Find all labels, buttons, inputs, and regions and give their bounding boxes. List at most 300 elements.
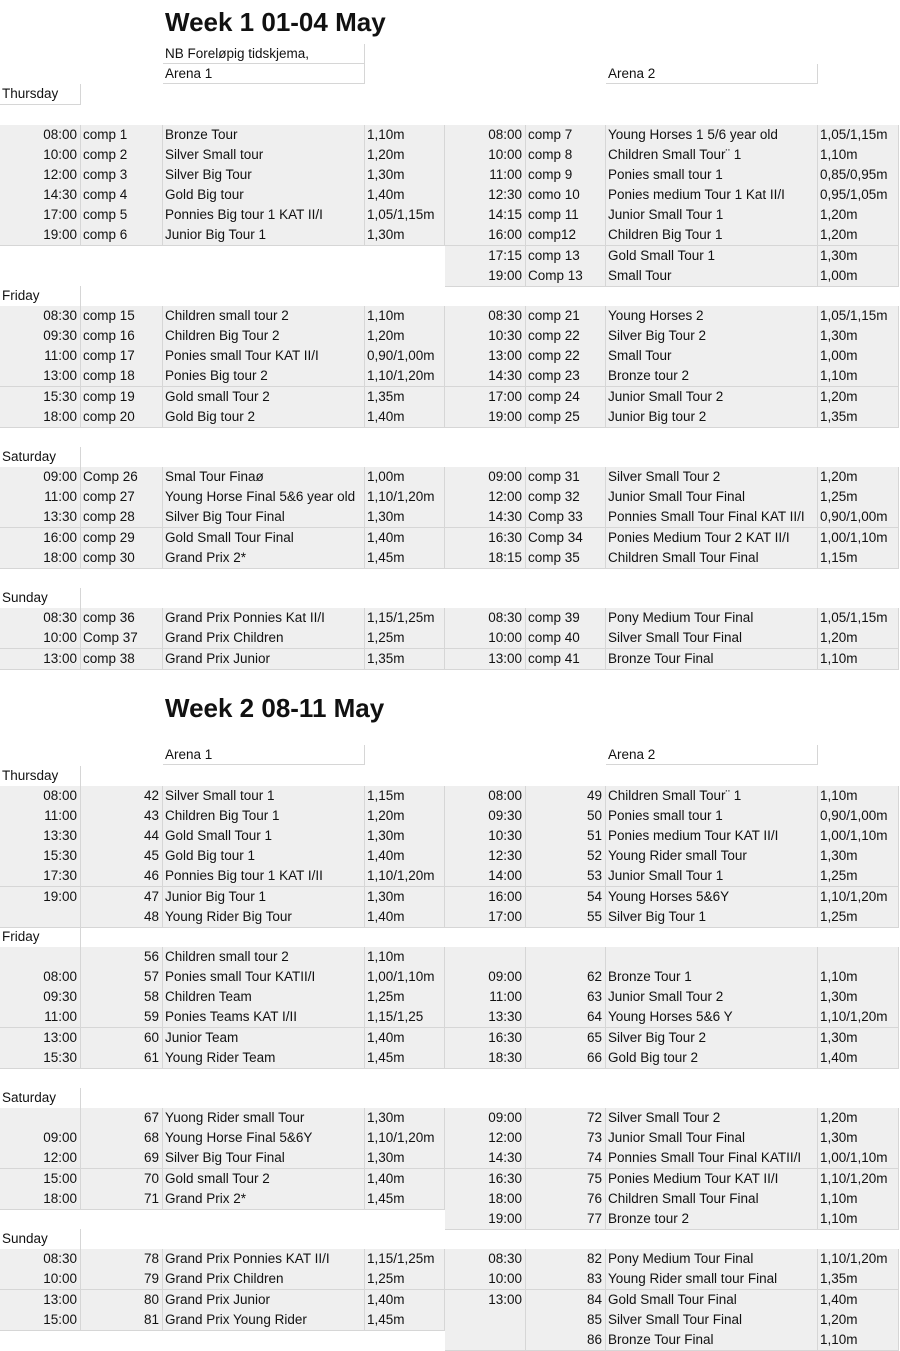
arena2-comp-cell: comp12 — [526, 225, 606, 246]
arena1-comp-cell: 47 — [81, 887, 163, 908]
arena2-comp-cell: 54 — [526, 887, 606, 908]
arena1-event-cell: Grand Prix Ponnies KAT II/I — [163, 1249, 365, 1270]
arena2-time-cell: 13:00 — [445, 649, 526, 670]
arena2-height-cell: 1,25m — [818, 487, 899, 508]
arena2-height-cell: 1,05/1,15m — [818, 125, 899, 146]
arena2-comp-cell: 62 — [526, 967, 606, 988]
arena2-event-cell: Children Small Tour Final — [606, 548, 818, 569]
arena2-comp-cell: comp 40 — [526, 628, 606, 649]
arena2-comp-cell: Comp 13 — [526, 266, 606, 287]
arena1-height-cell: 1,10/1,20m — [365, 1128, 445, 1149]
arena1-time-cell — [0, 947, 81, 968]
arena2-event-cell: Silver Small Tour 2 — [606, 467, 818, 488]
arena2-time-cell: 17:00 — [445, 907, 526, 928]
arena1-comp-cell: 70 — [81, 1169, 163, 1190]
arena1-time-cell: 13:00 — [0, 649, 81, 670]
arena2-event-cell: Ponies medium Tour 1 Kat II/I — [606, 185, 818, 206]
arena1-time-cell: 09:00 — [0, 1128, 81, 1149]
arena1-height-cell: 1,20m — [365, 806, 445, 827]
arena1-event-cell: Children Big Tour 1 — [163, 806, 365, 827]
arena1-comp-cell: 69 — [81, 1148, 163, 1169]
week1-arena2-label: Arena 2 — [606, 64, 818, 84]
arena2-event-cell: Silver Small Tour Final — [606, 628, 818, 649]
arena2-comp-cell: 55 — [526, 907, 606, 928]
arena2-height-cell: 1,15m — [818, 548, 899, 569]
arena2-event-cell — [606, 947, 818, 968]
day-label: Sunday — [0, 1229, 81, 1250]
arena2-height-cell: 1,30m — [818, 1128, 899, 1149]
arena2-comp-cell: comp 32 — [526, 487, 606, 508]
arena2-event-cell: Pony Medium Tour Final — [606, 608, 818, 629]
arena2-height-cell: 1,10/1,20m — [818, 1249, 899, 1270]
arena2-event-cell: Young Rider small tour Final — [606, 1269, 818, 1290]
arena1-comp-cell: 57 — [81, 967, 163, 988]
arena2-event-cell: Young Horses 1 5/6 year old — [606, 125, 818, 146]
week2-arena1-label: Arena 1 — [163, 745, 365, 765]
arena2-time-cell: 14:30 — [445, 1148, 526, 1169]
arena2-event-cell: Young Horses 5&6Y — [606, 887, 818, 908]
arena1-height-cell: 0,90/1,00m — [365, 346, 445, 367]
arena2-height-cell: 1,00/1,10m — [818, 826, 899, 847]
day-label: Saturday — [0, 447, 81, 468]
arena1-height-cell: 1,40m — [365, 407, 445, 428]
arena1-comp-cell: comp 20 — [81, 407, 163, 428]
arena1-height-cell: 1,30m — [365, 826, 445, 847]
arena2-time-cell — [445, 947, 526, 968]
arena1-height-cell: 1,25m — [365, 987, 445, 1008]
arena1-time-cell: 18:00 — [0, 548, 81, 569]
arena1-comp-cell: comp 5 — [81, 205, 163, 226]
arena2-comp-cell: comp 31 — [526, 467, 606, 488]
arena2-comp-cell: 82 — [526, 1249, 606, 1270]
arena1-time-cell: 15:00 — [0, 1310, 81, 1331]
arena2-comp-cell: 84 — [526, 1290, 606, 1311]
arena2-time-cell: 08:30 — [445, 1249, 526, 1270]
arena1-comp-cell: Comp 37 — [81, 628, 163, 649]
arena2-height-cell: 1,10m — [818, 145, 899, 166]
arena1-height-cell: 1,10/1,20m — [365, 366, 445, 387]
arena2-height-cell: 1,00m — [818, 346, 899, 367]
arena1-time-cell: 18:00 — [0, 407, 81, 428]
arena2-event-cell: Pony Medium Tour Final — [606, 1249, 818, 1270]
arena2-height-cell: 1,10m — [818, 1189, 899, 1210]
arena1-event-cell: Junior Big Tour 1 — [163, 887, 365, 908]
arena2-event-cell: Ponies medium Tour KAT II/I — [606, 826, 818, 847]
arena2-event-cell: Ponnies Small Tour Final KAT II/I — [606, 507, 818, 528]
arena2-time-cell: 12:00 — [445, 487, 526, 508]
arena1-comp-cell: Comp 26 — [81, 467, 163, 488]
week1-arena1-label: Arena 1 — [163, 64, 365, 84]
arena2-height-cell: 1,10m — [818, 967, 899, 988]
arena1-event-cell: Silver Big Tour — [163, 165, 365, 186]
arena1-comp-cell: 67 — [81, 1108, 163, 1129]
arena2-comp-cell: comp 7 — [526, 125, 606, 146]
arena2-height-cell: 1,00/1,10m — [818, 1148, 899, 1169]
arena1-event-cell: Bronze Tour — [163, 125, 365, 146]
arena2-height-cell: 1,35m — [818, 1269, 899, 1290]
arena2-comp-cell: 76 — [526, 1189, 606, 1210]
arena1-height-cell: 1,20m — [365, 145, 445, 166]
arena2-time-cell: 17:00 — [445, 387, 526, 408]
arena2-time-cell — [445, 1310, 526, 1331]
arena2-time-cell: 10:00 — [445, 1269, 526, 1290]
arena1-event-cell: Grand Prix 2* — [163, 1189, 365, 1210]
arena2-time-cell: 08:30 — [445, 608, 526, 629]
week2-title: Week 2 08-11 May — [165, 693, 385, 723]
arena2-comp-cell: 72 — [526, 1108, 606, 1129]
arena1-comp-cell: 78 — [81, 1249, 163, 1270]
arena2-comp-cell: 49 — [526, 786, 606, 807]
arena1-height-cell: 1,10/1,20m — [365, 487, 445, 508]
arena2-event-cell: Junior Big tour 2 — [606, 407, 818, 428]
arena1-height-cell: 1,10m — [365, 306, 445, 327]
arena2-time-cell: 09:30 — [445, 806, 526, 827]
arena2-height-cell: 1,35m — [818, 407, 899, 428]
arena2-comp-cell: 65 — [526, 1028, 606, 1049]
arena2-time-cell: 09:00 — [445, 467, 526, 488]
arena1-time-cell: 16:00 — [0, 528, 81, 549]
arena1-comp-cell: 60 — [81, 1028, 163, 1049]
arena1-comp-cell: 58 — [81, 987, 163, 1008]
arena2-time-cell: 18:00 — [445, 1189, 526, 1210]
arena2-height-cell: 1,30m — [818, 246, 899, 267]
arena2-event-cell: Ponies Medium Tour KAT II/I — [606, 1169, 818, 1190]
arena2-time-cell: 19:00 — [445, 266, 526, 287]
arena2-height-cell: 0,85/0,95m — [818, 165, 899, 186]
arena1-comp-cell: 81 — [81, 1310, 163, 1331]
arena1-height-cell: 1,40m — [365, 1169, 445, 1190]
arena1-height-cell: 1,30m — [365, 507, 445, 528]
day-label: Thursday — [0, 84, 81, 105]
arena1-time-cell: 15:30 — [0, 846, 81, 867]
arena2-height-cell: 1,10m — [818, 786, 899, 807]
arena2-comp-cell: 73 — [526, 1128, 606, 1149]
arena1-comp-cell: comp 3 — [81, 165, 163, 186]
arena2-time-cell: 16:30 — [445, 1169, 526, 1190]
arena1-height-cell: 1,45m — [365, 1310, 445, 1331]
arena1-time-cell: 15:00 — [0, 1169, 81, 1190]
arena1-time-cell: 08:00 — [0, 125, 81, 146]
arena2-comp-cell: 77 — [526, 1209, 606, 1230]
arena2-comp-cell: comp 22 — [526, 326, 606, 347]
arena1-height-cell: 1,40m — [365, 1290, 445, 1311]
arena1-event-cell: Young Rider Big Tour — [163, 907, 365, 928]
arena2-comp-cell: Comp 33 — [526, 507, 606, 528]
arena1-height-cell: 1,30m — [365, 887, 445, 908]
arena1-height-cell: 1,40m — [365, 528, 445, 549]
arena1-event-cell: Silver Small tour — [163, 145, 365, 166]
arena2-comp-cell: comp 9 — [526, 165, 606, 186]
arena1-time-cell: 13:30 — [0, 507, 81, 528]
arena2-event-cell: Gold Small Tour Final — [606, 1290, 818, 1311]
arena1-height-cell: 1,30m — [365, 1108, 445, 1129]
arena1-event-cell: Silver Big Tour Final — [163, 507, 365, 528]
arena2-comp-cell: 85 — [526, 1310, 606, 1331]
arena2-height-cell: 1,30m — [818, 846, 899, 867]
arena1-comp-cell: 43 — [81, 806, 163, 827]
arena1-time-cell: 15:30 — [0, 1048, 81, 1069]
arena1-height-cell: 1,20m — [365, 326, 445, 347]
arena2-comp-cell: 83 — [526, 1269, 606, 1290]
arena1-time-cell: 09:00 — [0, 467, 81, 488]
arena1-height-cell: 1,40m — [365, 1028, 445, 1049]
arena2-comp-cell: 75 — [526, 1169, 606, 1190]
arena2-event-cell: Young Horses 2 — [606, 306, 818, 327]
arena2-height-cell: 1,10m — [818, 1209, 899, 1230]
arena1-height-cell: 1,25m — [365, 1269, 445, 1290]
arena1-event-cell: Gold Big tour 2 — [163, 407, 365, 428]
arena1-time-cell: 11:00 — [0, 1007, 81, 1028]
arena2-height-cell: 1,10/1,20m — [818, 1169, 899, 1190]
arena1-time-cell: 09:30 — [0, 326, 81, 347]
arena1-event-cell: Ponies Big tour 2 — [163, 366, 365, 387]
arena1-time-cell: 19:00 — [0, 225, 81, 246]
arena2-time-cell: 10:30 — [445, 826, 526, 847]
arena1-event-cell: Ponies Teams KAT I/II — [163, 1007, 365, 1028]
arena2-time-cell: 09:00 — [445, 967, 526, 988]
arena1-event-cell: Gold Small Tour 1 — [163, 826, 365, 847]
arena2-height-cell: 1,25m — [818, 866, 899, 887]
arena2-event-cell: Silver Small Tour 2 — [606, 1108, 818, 1129]
day-label: Sunday — [0, 588, 81, 609]
arena2-time-cell: 11:00 — [445, 165, 526, 186]
arena2-event-cell: Small Tour — [606, 266, 818, 287]
arena1-comp-cell: comp 2 — [81, 145, 163, 166]
arena1-time-cell: 08:30 — [0, 1249, 81, 1270]
arena2-comp-cell: comp 22 — [526, 346, 606, 367]
arena2-comp-cell: Comp 34 — [526, 528, 606, 549]
arena1-comp-cell: comp 4 — [81, 185, 163, 206]
arena1-time-cell: 10:00 — [0, 145, 81, 166]
arena2-event-cell: Ponies small tour 1 — [606, 806, 818, 827]
arena2-time-cell: 10:00 — [445, 628, 526, 649]
arena2-comp-cell: 74 — [526, 1148, 606, 1169]
arena2-time-cell: 14:30 — [445, 366, 526, 387]
arena1-time-cell: 17:30 — [0, 866, 81, 887]
arena1-height-cell: 1,15/1,25 — [365, 1007, 445, 1028]
arena1-event-cell: Gold Small Tour Final — [163, 528, 365, 549]
week1-note: NB Foreløpig tidskjema, — [163, 44, 365, 64]
arena2-time-cell: 19:00 — [445, 407, 526, 428]
arena2-event-cell: Children Small Tour¨ 1 — [606, 786, 818, 807]
arena2-time-cell — [445, 1330, 526, 1351]
week1-title: Week 1 01-04 May — [165, 7, 386, 37]
arena1-time-cell: 08:00 — [0, 967, 81, 988]
arena2-height-cell: 0,90/1,00m — [818, 507, 899, 528]
arena2-event-cell: Junior Small Tour 2 — [606, 387, 818, 408]
arena2-height-cell: 1,30m — [818, 1028, 899, 1049]
arena1-comp-cell: 44 — [81, 826, 163, 847]
arena2-height-cell: 1,10m — [818, 366, 899, 387]
arena2-time-cell: 16:30 — [445, 1028, 526, 1049]
arena2-comp-cell: comp 35 — [526, 548, 606, 569]
arena1-time-cell: 17:00 — [0, 205, 81, 226]
arena2-comp-cell: comp 13 — [526, 246, 606, 267]
arena1-comp-cell: 59 — [81, 1007, 163, 1028]
arena2-comp-cell: 86 — [526, 1330, 606, 1351]
arena1-event-cell: Junior Big Tour 1 — [163, 225, 365, 246]
arena2-height-cell: 1,05/1,15m — [818, 306, 899, 327]
arena1-event-cell: Ponnies Big tour 1 KAT II/I — [163, 205, 365, 226]
arena2-height-cell: 1,00m — [818, 266, 899, 287]
arena1-time-cell: 18:00 — [0, 1189, 81, 1210]
arena1-time-cell: 10:00 — [0, 628, 81, 649]
arena2-event-cell: Small Tour — [606, 346, 818, 367]
arena1-comp-cell: 61 — [81, 1048, 163, 1069]
arena2-event-cell: Bronze tour 2 — [606, 1209, 818, 1230]
arena1-time-cell: 12:00 — [0, 1148, 81, 1169]
arena2-time-cell: 14:00 — [445, 866, 526, 887]
arena2-height-cell: 1,20m — [818, 387, 899, 408]
arena1-comp-cell: 79 — [81, 1269, 163, 1290]
arena2-height-cell — [818, 947, 899, 968]
arena2-comp-cell: comp 11 — [526, 205, 606, 226]
arena2-time-cell: 10:00 — [445, 145, 526, 166]
arena2-time-cell: 17:15 — [445, 246, 526, 267]
arena1-event-cell: Gold small Tour 2 — [163, 1169, 365, 1190]
arena2-event-cell: Ponnies Small Tour Final KATII/I — [606, 1148, 818, 1169]
arena1-comp-cell: 42 — [81, 786, 163, 807]
arena2-comp-cell: 50 — [526, 806, 606, 827]
arena2-comp-cell: 53 — [526, 866, 606, 887]
arena1-height-cell: 1,30m — [365, 225, 445, 246]
arena1-event-cell: Grand Prix Children — [163, 628, 365, 649]
arena1-time-cell: 13:00 — [0, 1028, 81, 1049]
arena2-comp-cell: como 10 — [526, 185, 606, 206]
arena2-height-cell: 1,00/1,10m — [818, 528, 899, 549]
arena1-time-cell: 14:30 — [0, 185, 81, 206]
arena2-time-cell: 11:00 — [445, 987, 526, 1008]
arena2-event-cell: Ponies small tour 1 — [606, 165, 818, 186]
arena1-time-cell: 09:30 — [0, 987, 81, 1008]
arena2-time-cell: 18:15 — [445, 548, 526, 569]
arena2-event-cell: Children Small Tour Final — [606, 1189, 818, 1210]
arena2-time-cell: 09:00 — [445, 1108, 526, 1129]
arena2-event-cell: Silver Big Tour 2 — [606, 1028, 818, 1049]
arena1-height-cell: 1,35m — [365, 649, 445, 670]
arena2-comp-cell: 63 — [526, 987, 606, 1008]
arena1-time-cell — [0, 1108, 81, 1129]
arena1-comp-cell: comp 27 — [81, 487, 163, 508]
arena1-height-cell: 1,40m — [365, 185, 445, 206]
arena2-time-cell: 13:30 — [445, 1007, 526, 1028]
arena1-event-cell: Grand Prix Junior — [163, 1290, 365, 1311]
arena2-event-cell: Young Horses 5&6 Y — [606, 1007, 818, 1028]
arena2-comp-cell: comp 24 — [526, 387, 606, 408]
arena2-time-cell: 16:00 — [445, 887, 526, 908]
arena2-height-cell: 1,30m — [818, 987, 899, 1008]
arena1-event-cell: Grand Prix Junior — [163, 649, 365, 670]
arena2-time-cell: 12:30 — [445, 846, 526, 867]
arena2-height-cell: 1,25m — [818, 907, 899, 928]
arena2-time-cell: 12:00 — [445, 1128, 526, 1149]
arena2-height-cell: 1,10/1,20m — [818, 1007, 899, 1028]
arena2-time-cell: 18:30 — [445, 1048, 526, 1069]
arena1-time-cell: 13:00 — [0, 366, 81, 387]
arena1-comp-cell: comp 29 — [81, 528, 163, 549]
arena2-height-cell: 1,20m — [818, 467, 899, 488]
arena1-height-cell: 1,15m — [365, 786, 445, 807]
arena2-event-cell: Young Rider small Tour — [606, 846, 818, 867]
arena2-height-cell: 1,40m — [818, 1290, 899, 1311]
arena1-time-cell: 15:30 — [0, 387, 81, 408]
arena2-height-cell: 1,20m — [818, 205, 899, 226]
arena2-comp-cell: comp 23 — [526, 366, 606, 387]
arena1-event-cell: Junior Team — [163, 1028, 365, 1049]
arena1-event-cell: Silver Small tour 1 — [163, 786, 365, 807]
arena1-height-cell: 1,00/1,10m — [365, 967, 445, 988]
arena2-comp-cell: comp 8 — [526, 145, 606, 166]
arena1-height-cell: 1,45m — [365, 1048, 445, 1069]
arena1-time-cell: 11:00 — [0, 806, 81, 827]
arena2-event-cell: Bronze Tour Final — [606, 1330, 818, 1351]
arena1-event-cell: Gold small Tour 2 — [163, 387, 365, 408]
arena2-height-cell: 1,05/1,15m — [818, 608, 899, 629]
arena1-comp-cell: comp 18 — [81, 366, 163, 387]
arena1-event-cell: Grand Prix Young Rider — [163, 1310, 365, 1331]
arena1-height-cell: 1,40m — [365, 907, 445, 928]
arena1-time-cell: 11:00 — [0, 346, 81, 367]
arena1-comp-cell: comp 6 — [81, 225, 163, 246]
arena1-event-cell: Yuong Rider small Tour — [163, 1108, 365, 1129]
arena1-comp-cell: 56 — [81, 947, 163, 968]
arena1-event-cell: Children small tour 2 — [163, 947, 365, 968]
arena1-event-cell: Young Rider Team — [163, 1048, 365, 1069]
week2-arena2-label: Arena 2 — [606, 745, 818, 765]
arena1-time-cell: 12:00 — [0, 165, 81, 186]
arena1-event-cell: Children small tour 2 — [163, 306, 365, 327]
arena1-event-cell: Children Team — [163, 987, 365, 1008]
arena1-comp-cell: comp 17 — [81, 346, 163, 367]
arena2-event-cell: Children Big Tour 1 — [606, 225, 818, 246]
arena2-height-cell: 0,95/1,05m — [818, 185, 899, 206]
arena1-comp-cell: 80 — [81, 1290, 163, 1311]
arena2-event-cell: Silver Big Tour 2 — [606, 326, 818, 347]
arena1-event-cell: Young Horse Final 5&6Y — [163, 1128, 365, 1149]
arena1-height-cell: 1,45m — [365, 1189, 445, 1210]
arena1-event-cell: Ponnies Big tour 1 KAT I/II — [163, 866, 365, 887]
arena1-comp-cell: comp 16 — [81, 326, 163, 347]
arena1-height-cell: 1,40m — [365, 846, 445, 867]
arena2-time-cell: 16:30 — [445, 528, 526, 549]
arena2-height-cell: 1,20m — [818, 1310, 899, 1331]
arena2-time-cell: 12:30 — [445, 185, 526, 206]
arena2-height-cell: 1,20m — [818, 628, 899, 649]
arena1-comp-cell: 48 — [81, 907, 163, 928]
arena1-event-cell: Silver Big Tour Final — [163, 1148, 365, 1169]
arena2-comp-cell: comp 21 — [526, 306, 606, 327]
arena1-height-cell: 1,15/1,25m — [365, 1249, 445, 1270]
arena1-height-cell: 1,10/1,20m — [365, 866, 445, 887]
arena1-time-cell: 11:00 — [0, 487, 81, 508]
day-label: Friday — [0, 286, 81, 307]
arena2-event-cell: Gold Small Tour 1 — [606, 246, 818, 267]
arena1-height-cell: 1,30m — [365, 1148, 445, 1169]
arena2-event-cell: Bronze tour 2 — [606, 366, 818, 387]
arena1-event-cell: Ponies small Tour KATII/I — [163, 967, 365, 988]
arena2-time-cell: 13:00 — [445, 1290, 526, 1311]
arena1-comp-cell: comp 1 — [81, 125, 163, 146]
arena1-time-cell: 19:00 — [0, 887, 81, 908]
arena2-comp-cell: comp 25 — [526, 407, 606, 428]
arena1-event-cell: Young Horse Final 5&6 year old — [163, 487, 365, 508]
arena2-comp-cell: 52 — [526, 846, 606, 867]
arena1-height-cell: 1,10m — [365, 125, 445, 146]
arena1-time-cell: 13:00 — [0, 1290, 81, 1311]
arena2-time-cell: 08:00 — [445, 786, 526, 807]
arena1-height-cell: 1,10m — [365, 947, 445, 968]
arena2-height-cell: 1,10m — [818, 1330, 899, 1351]
